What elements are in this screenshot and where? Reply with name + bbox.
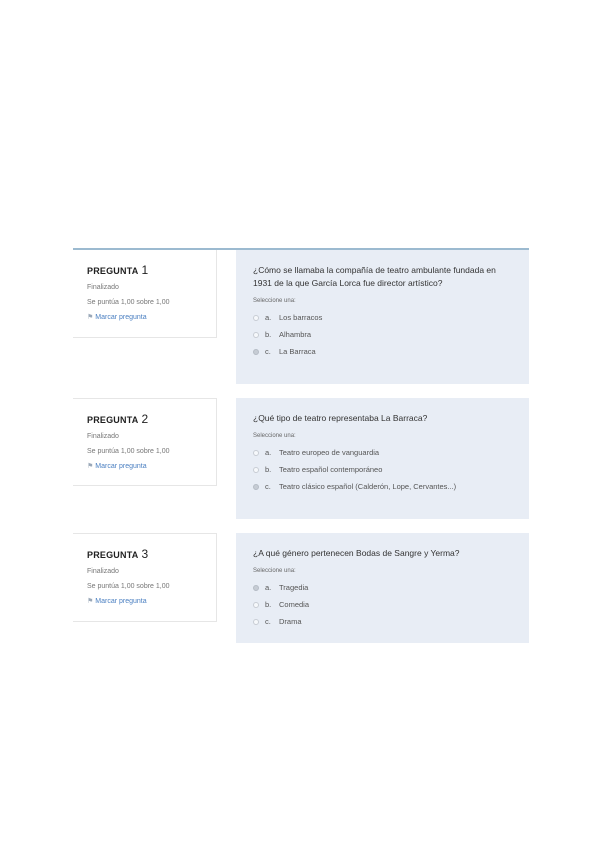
- radio-button-selected[interactable]: [253, 585, 259, 591]
- question-grade: Se puntúa 1,00 sobre 1,00: [87, 299, 170, 306]
- question-info-2: [73, 398, 217, 486]
- flag-icon: ⚑: [87, 463, 94, 470]
- question-number: 2: [141, 412, 149, 426]
- answer-option[interactable]: b. Comedia: [253, 596, 513, 613]
- flag-question-link[interactable]: ⚑ Marcar pregunta: [87, 314, 147, 321]
- question-status: Finalizado: [87, 284, 119, 291]
- answer-prompt: Seleccione una:: [253, 568, 296, 574]
- question-number: 3: [141, 547, 149, 561]
- answer-option[interactable]: c. Drama: [253, 613, 513, 630]
- question-grade: Se puntúa 1,00 sobre 1,00: [87, 448, 170, 455]
- radio-button[interactable]: [253, 332, 259, 338]
- question-title: PREGUNTA 3: [87, 547, 149, 561]
- flag-question-link[interactable]: ⚑ Marcar pregunta: [87, 463, 147, 470]
- question-content-1: [236, 250, 529, 384]
- flag-icon: ⚑: [87, 598, 94, 605]
- question-text: ¿A qué género pertenecen Bodas de Sangre y Yerma?: [253, 548, 460, 558]
- question-content-2: [236, 398, 529, 519]
- answer-option[interactable]: b. Teatro español contemporáneo: [253, 461, 513, 478]
- radio-button[interactable]: [253, 450, 259, 456]
- question-info-3: [73, 533, 217, 622]
- answer-option[interactable]: b. Alhambra: [253, 326, 513, 343]
- answer-option[interactable]: a. Los barracos: [253, 309, 513, 326]
- flag-question-link[interactable]: ⚑ Marcar pregunta: [87, 598, 147, 605]
- answer-list: [253, 579, 513, 630]
- question-status: Finalizado: [87, 568, 119, 575]
- question-content-3: [236, 533, 529, 643]
- question-number: 1: [141, 263, 149, 277]
- question-info-1: [73, 250, 217, 338]
- answer-list: [253, 444, 513, 495]
- question-grade: Se puntúa 1,00 sobre 1,00: [87, 583, 170, 590]
- question-status: Finalizado: [87, 433, 119, 440]
- radio-button[interactable]: [253, 315, 259, 321]
- answer-option[interactable]: c. La Barraca: [253, 343, 513, 360]
- flag-icon: ⚑: [87, 314, 94, 321]
- question-text: ¿Cómo se llamaba la compañía de teatro ambulante fundada en 1931 de la que García Lorca fue director artístico?: [253, 265, 496, 288]
- answer-list: [253, 309, 513, 360]
- answer-option[interactable]: c. Teatro clásico español (Calderón, Lope, Cervantes...): [253, 478, 513, 495]
- radio-button[interactable]: [253, 619, 259, 625]
- radio-button-selected[interactable]: [253, 484, 259, 490]
- answer-option[interactable]: a. Tragedia: [253, 579, 513, 596]
- question-text: ¿Qué tipo de teatro representaba La Barraca?: [253, 413, 428, 423]
- answer-prompt: Seleccione una:: [253, 298, 296, 304]
- answer-option[interactable]: a. Teatro europeo de vanguardia: [253, 444, 513, 461]
- radio-button[interactable]: [253, 467, 259, 473]
- answer-prompt: Seleccione una:: [253, 433, 296, 439]
- radio-button[interactable]: [253, 602, 259, 608]
- question-title: PREGUNTA 1: [87, 263, 149, 277]
- radio-button-selected[interactable]: [253, 349, 259, 355]
- question-title: PREGUNTA 2: [87, 412, 149, 426]
